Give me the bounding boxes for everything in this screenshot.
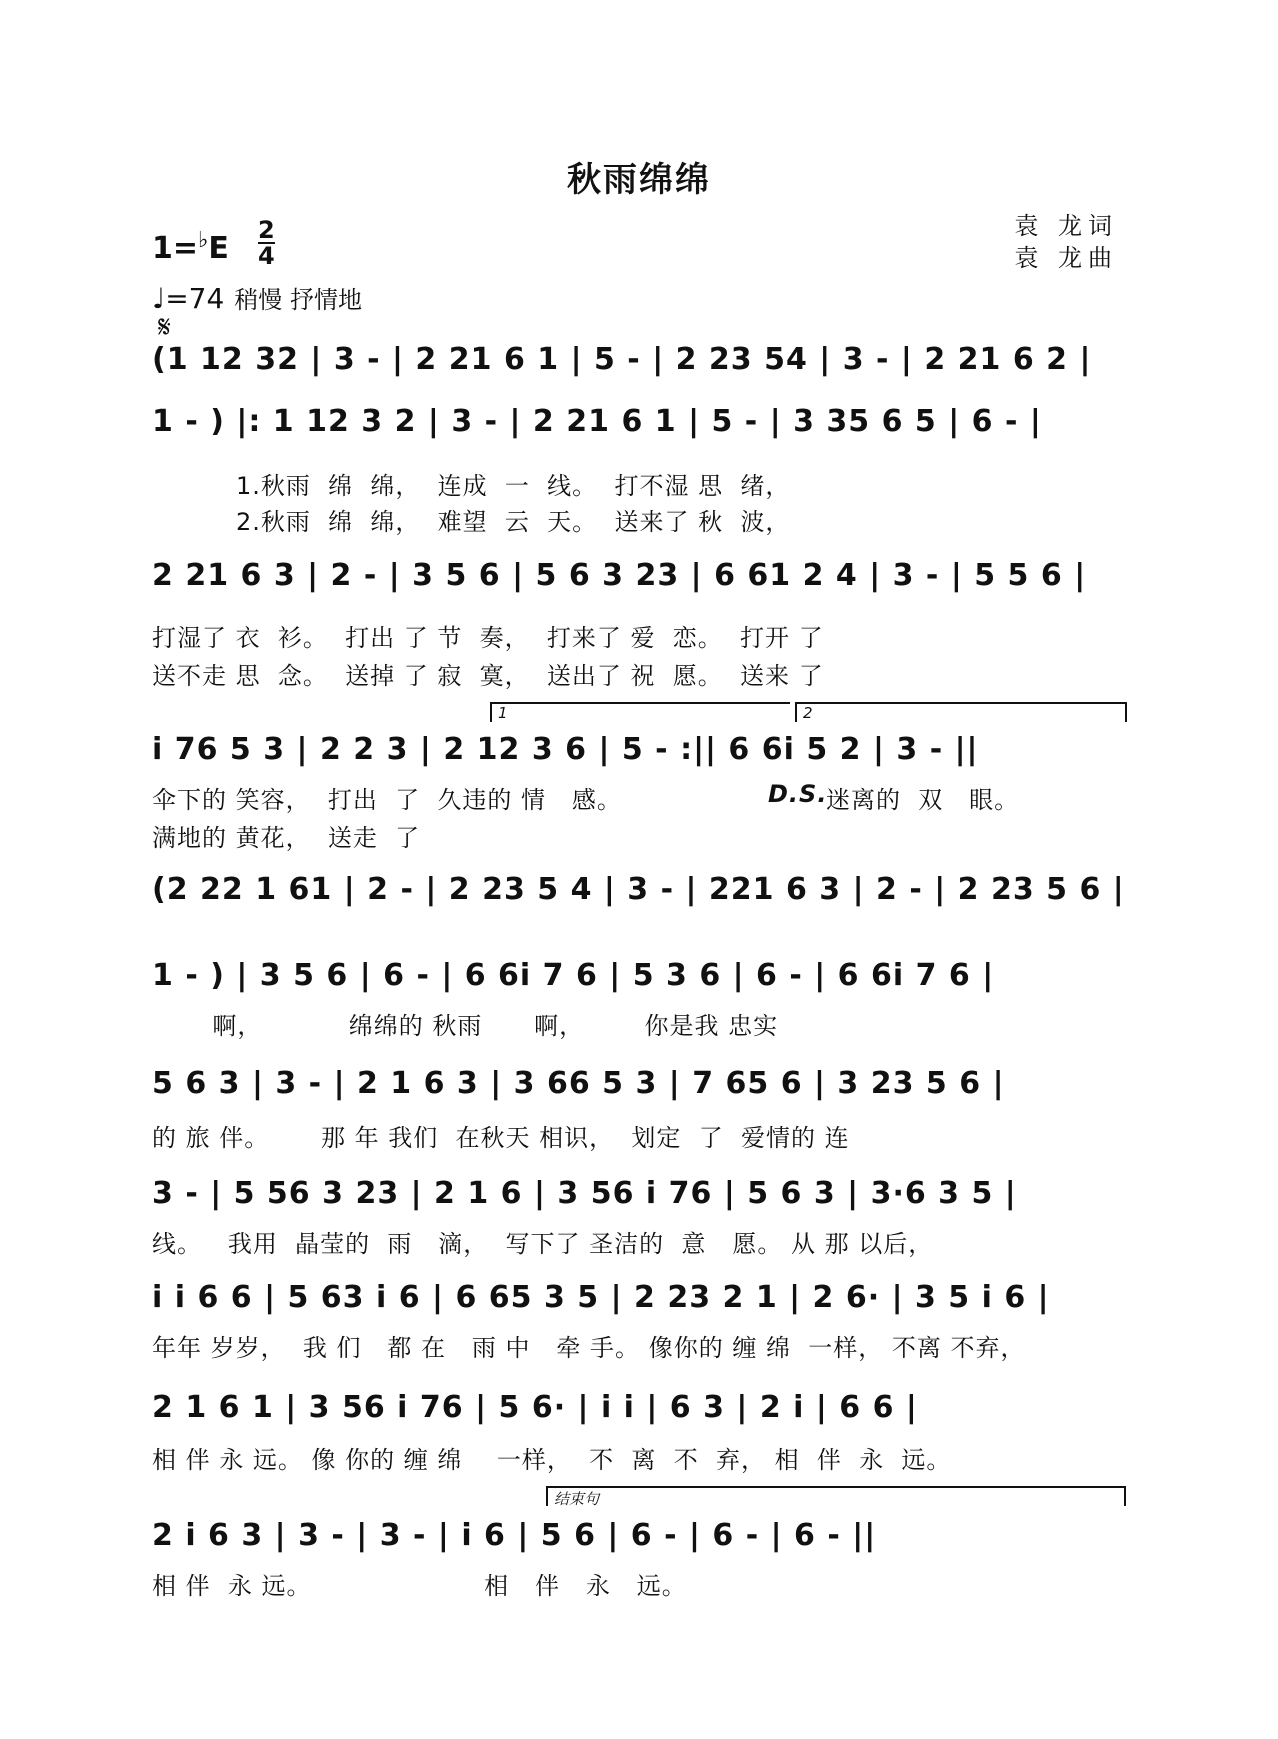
lyric-line-2a: 1.秋雨 绵 绵， 连成 一 线。 打不湿 思 绪， (236, 472, 791, 500)
coda-bracket: 结束句 (546, 1486, 1126, 1506)
notation-line-7: 5 6 3 | 3 - | 2 1 6 3 | 3 66 5 3 | 7 65 6 | 3 23 5 6 | (152, 1066, 1005, 1101)
notation-line-3: 2 21 6 3 | 2 - | 3 5 6 | 5 6 3 23 | 6 61 2 4 | 3 - | 5 5 6 | (152, 558, 1087, 593)
lyric-line-4b: 满地的 黄花， 送走 了 (152, 824, 421, 852)
key-signature: 1=♭E (152, 228, 229, 266)
second-ending-bracket: 2 (795, 702, 1127, 722)
notation-line-10: 2 1 6 1 | 3 56 i 76 | 5 6· | i i | 6 3 | 2 i | 6 6 | (152, 1390, 918, 1425)
lyric-line-6: 啊， 绵绵的 秋雨 啊， 你是我 忠实 (152, 1012, 779, 1040)
page-title: 秋雨绵绵 (567, 160, 711, 200)
tempo-marking: ♩=74 稍慢 抒情地 (152, 282, 362, 315)
notation-line-4: i 76 5 3 | 2 2 3 | 2 12 3 6 | 5 - :|| 6 6i 5 2 | 3 - || (152, 732, 979, 767)
lyric-line-7: 的 旅 伴。 那 年 我们 在秋天 相识， 划定 了 爱情的 连 (152, 1124, 850, 1152)
first-ending-bracket: 1 (490, 702, 790, 722)
notation-line-2: 1 - ) |: 1 12 3 2 | 3 - | 2 21 6 1 | 5 - | 3 35 6 5 | 6 - | (152, 404, 1042, 439)
lyric-line-10: 相 伴 永 远。 像 你的 缠 绵 一样， 不 离 不 弃， 相 伴 永 远。 (152, 1446, 952, 1474)
ds-marking: D.S. (768, 780, 828, 808)
lyric-line-9: 年年 岁岁， 我 们 都 在 雨 中 牵 手。 像你的 缠 绵 一样， 不离 不弃， (152, 1334, 1026, 1362)
notation-line-5: (2 22 1 61 | 2 - | 2 23 5 4 | 3 - | 221 6 3 | 2 - | 2 23 5 6 | (152, 872, 1125, 907)
lyric-line-8: 线。 我用 晶莹的 雨 滴， 写下了 圣洁的 意 愿。 从 那 以后， (152, 1230, 934, 1258)
segno-icon: 𝄋 (158, 310, 171, 345)
lyric-line-2b: 2.秋雨 绵 绵， 难望 云 天。 送来了 秋 波， (236, 508, 791, 536)
notation-line-11: 2 i 6 3 | 3 - | 3 - | i 6 | 5 6 | 6 - | 6 - | 6 - || (152, 1518, 877, 1553)
notation-line-8: 3 - | 5 56 3 23 | 2 1 6 | 3 56 i 76 | 5 6 3 | 3·6 3 5 | (152, 1176, 1017, 1211)
notation-line-9: i i 6 6 | 5 63 i 6 | 6 65 3 5 | 2 23 2 1 | 2 6· | 3 5 i 6 | (152, 1280, 1050, 1315)
lyric-line-3a: 打湿了 衣 衫。 打出 了 节 奏， 打来了 爱 恋。 打开 了 (152, 624, 824, 652)
quarter-note-icon: ♩ (152, 282, 166, 315)
notation-line-6: 1 - ) | 3 5 6 | 6 - | 6 6i 7 6 | 5 3 6 | 6 - | 6 6i 7 6 | (152, 958, 995, 993)
time-signature: 2 4 (258, 216, 275, 270)
lyric-line-4a: 伞下的 笑容， 打出 了 久违的 情 感。 (152, 786, 622, 814)
lyricist-credit: 袁 龙词 (1014, 212, 1118, 240)
composer-credit: 袁 龙曲 (1014, 244, 1118, 272)
notation-line-1: (1 12 32 | 3 - | 2 21 6 1 | 5 - | 2 23 54 | 3 - | 2 21 6 2 | (152, 342, 1092, 377)
lyric-line-4a-second-ending: 迷离的 双 眼。 (826, 786, 1020, 814)
lyric-line-3b: 送不走 思 念。 送掉 了 寂 寞， 送出了 祝 愿。 送来 了 (152, 662, 824, 690)
lyric-line-11: 相 伴 永 远。 相 伴 永 远。 (152, 1572, 687, 1600)
